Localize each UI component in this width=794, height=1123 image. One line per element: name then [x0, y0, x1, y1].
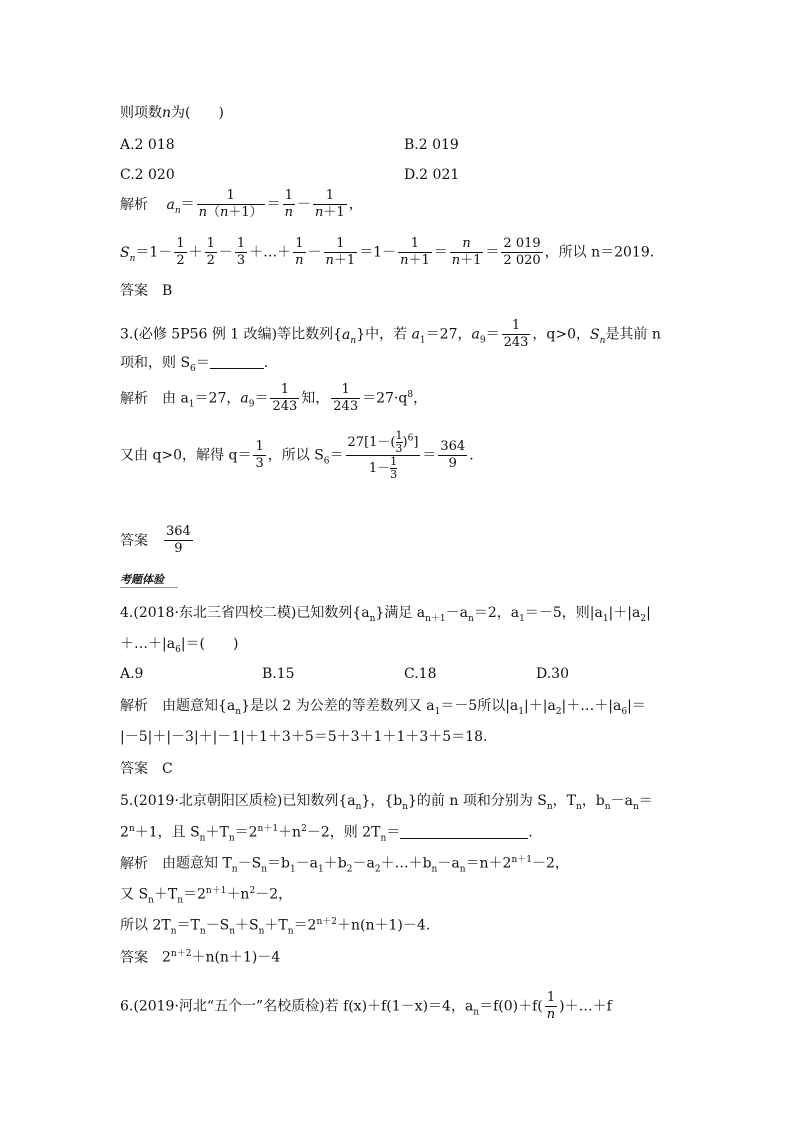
q4-option-b: B.15 — [262, 666, 295, 682]
question-4-solution-1: 解析 由题意知$\{a_n\}$是以 2 为公差的等差数列又 $a_1=-5$所以$|a_1|+|a_2|+\dots+|a_6|=$ — [120, 698, 646, 717]
question-3-line-1: 3.(必修 5P56 例 1 改编)等比数列$\{a_n\}$中，若 $a_1=27$，$a_9=$ $\frac{1}{243}$ ，q>0，$S_n$是其前 n — [120, 318, 661, 350]
question-5-line-2: $2^n+1$，且 $S_n+T_n=2^{n+1}+n^2-2$，则 $2T_n=$ . — [120, 824, 533, 844]
q4-option-c: C.18 — [404, 666, 437, 682]
question-4-solution-2: |－5|＋|－3|＋|－1|＋1＋3＋5＝5＋3＋1＋1＋3＋5＝18. — [120, 729, 488, 745]
answer-line: 答案 B — [120, 283, 173, 299]
question-3-answer: 答案 $\frac{364}{9}$ — [120, 524, 191, 556]
q4-option-d: D.30 — [536, 666, 569, 682]
question-stem-tail: 则项数n为( ) — [120, 105, 224, 121]
option-c: C.2 020 — [120, 167, 175, 183]
option-d: D.2 021 — [404, 167, 460, 183]
solution-line-1: 解析 $a_n=$ $\frac{1}{n(n+1)}$ ＝ $\frac{1}{n}$ － $\frac{1}{n+1}$ ， — [120, 188, 363, 220]
question-5-solution-1: 解析 由题意知 $T_n-S_n=b_1-a_1+b_2-a_2+\dots+b_n-a_n=n+2^{n+1}-2$， — [120, 855, 569, 875]
section-tag-underline — [120, 587, 178, 588]
solution-line-2: $S_n=1-$ $\frac{1}{2}$ ＋ $\frac{1}{2}$ － $\frac{1}{3}$ ＋…＋ $\frac{1}{n}$ － $\frac{1}{n+1}$ ＝1－ $\frac{1}{n+1}$ ＝ $\frac{n}{n+1}$ ＝ $\frac{2 019}{2 020}$ ，所以 n＝2019. — [120, 236, 655, 268]
question-3-line-2: 项和，则 $S_6=$ . — [120, 355, 269, 374]
question-4-answer: 答案 C — [120, 761, 173, 777]
question-5-solution-2: 又 $S_n+T_n=2^{n+1}+n^2-2$， — [120, 886, 293, 906]
question-5-answer: 答案 $2^{n+2}+n(n+1)-4$ — [120, 949, 281, 966]
q4-option-a: A.9 — [120, 666, 144, 682]
question-6-line-1: 6.(2019·河北“五个一”名校质检)若 f(x)＋f(1－x)＝4，$a_n=f(0)+f$( $\frac{1}{n}$ )＋…＋f — [120, 990, 612, 1022]
question-3-solution-2: 又由 q>0，解得 q＝ $\frac{1}{3}$ ，所以 $S_6=$ 27[1－( $\frac{1}{3}$ )$^6$] 1－ $\frac{1}{3}$ ＝ $\frac{364}{9}$ . — [120, 429, 474, 481]
question-5-solution-3: 所以 $2T_n=T_n-S_n+S_n+T_n=2^{n+2}+n(n+1)-4$. — [120, 917, 431, 937]
answer-blank — [400, 838, 528, 839]
option-b: B.2 019 — [404, 137, 459, 153]
section-tag: 考题体验 — [120, 573, 164, 586]
question-4-line-2: $+\dots+|a_6|=$( ) — [120, 636, 239, 655]
question-3-solution-1: 解析 由 $a_1=27$，$a_9=$ $\frac{1}{243}$ 知， $\frac{1}{243}$ $=27\cdot q^8$， — [120, 382, 428, 414]
answer-blank — [210, 368, 264, 369]
question-4-line-1: 4.(2018·东北三省四校二模)已知数列$\{a_n\}$满足 $a_{n+1}-a_n=2$，$a_1=-5$，则$|a_1|+|a_2|$ — [120, 605, 651, 624]
question-5-line-1: 5.(2019·北京朝阳区质检)已知数列$\{a_n\}$，$\{b_n\}$的前 n 项和分别为 $S_n$，$T_n$，$b_n-a_n=$ — [120, 793, 653, 812]
option-a: A.2 018 — [120, 137, 175, 153]
